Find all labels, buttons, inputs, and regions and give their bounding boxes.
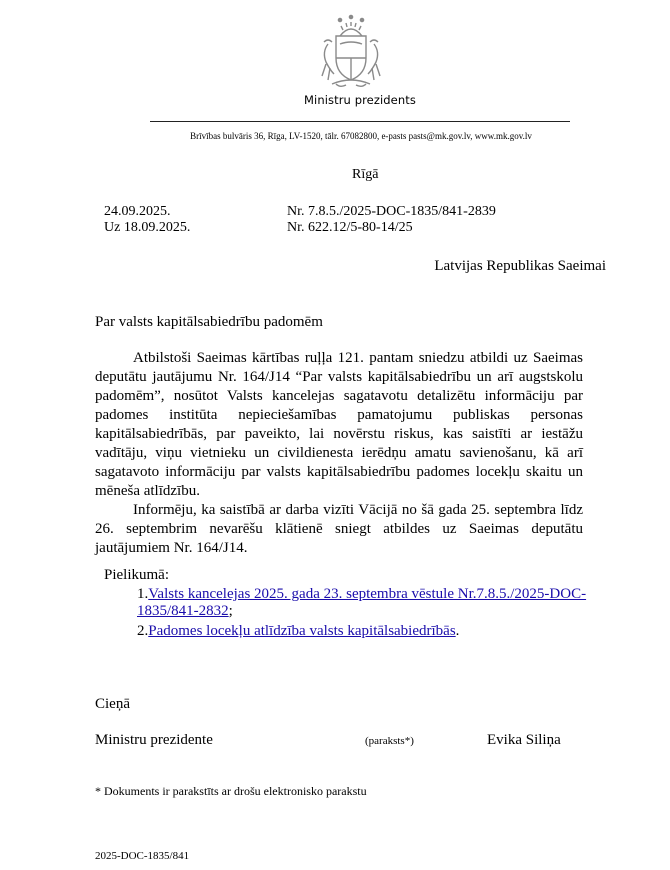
- body-paragraph: Informēju, ka saistībā ar darba vizīti Vācijā no šā gada 25. septembra līdz 26. septembrim nevarēšu klātienē sniegt atbildes uz Saeimas deputātu jautājumiem Nr. 164/J14.: [95, 502, 583, 556]
- header-address: Brīvības bulvāris 36, Rīga, LV-1520, tālr. 67082800, e-pasts pasts@mk.gov.lv, www.mk.gov.lv: [190, 131, 532, 141]
- signature-mark: (paraksts*): [365, 735, 414, 747]
- letter-number: Nr. 7.8.5./2025-DOC-1835/841-2839: [287, 204, 496, 219]
- body-paragraph: Atbilstoši Saeimas kārtības ruļļa 121. pantam sniedzu atbildi uz Saeimas deputātu jautājumu Nr. 164/J14 “Par valsts kapitālsabiedrību un arī augstskolu padomēm”, nosūtot Valsts kancelejas sagatavotu detalizētu informāciju par padomes institūta nepieciešamības pamatojumu publiskas personas kapitālsabiedrībās, par paveikto, lai novērstu riskus, kas saistīti ar iestāžu vadītāju, viņu vietnieku un civildienesta ierēdņu amatu savienošanu, kā arī sagatavoto informāciju par valsts kapitālsabiedrību padomes locekļu skaitu un mēneša atlīdzību.: [95, 350, 583, 499]
- coat-of-arms-icon: [316, 14, 386, 90]
- header-divider: [150, 121, 570, 122]
- attachment-suffix: .: [455, 623, 460, 639]
- letter-date: 24.09.2025.: [104, 204, 171, 219]
- letter-subject: Par valsts kapitālsabiedrību padomēm: [95, 314, 323, 330]
- attachments-title: Pielikumā:: [104, 567, 169, 583]
- recipient: Latvijas Republikas Saeimai: [434, 258, 606, 274]
- closing: Cieņā: [95, 696, 130, 712]
- attachment-link[interactable]: Valsts kancelejas 2025. gada 23. septembra vēstule Nr.7.8.5./2025-DOC-1835/841-2832: [137, 586, 587, 619]
- attachment-number: 2.: [137, 623, 149, 639]
- attachment-link[interactable]: Padomes locekļu atlīdzība valsts kapitālsabiedrībās: [148, 623, 456, 639]
- document-reference: 2025-DOC-1835/841: [95, 850, 190, 862]
- attachment-number: 1.: [137, 586, 149, 602]
- reply-to-number: Nr. 622.12/5-80-14/25: [287, 220, 413, 235]
- attachment-item: [137, 586, 587, 620]
- organization-name: Ministru prezidents: [304, 93, 416, 107]
- footnote: * Dokuments ir parakstīts ar drošu elektronisko parakstu: [95, 784, 367, 798]
- signer-title: Ministru prezidente: [95, 732, 213, 748]
- attachment-suffix: ;: [228, 603, 233, 619]
- letter-city: Rīgā: [352, 167, 379, 182]
- attachment-item: [137, 623, 587, 640]
- reply-to-date: Uz 18.09.2025.: [104, 220, 191, 235]
- signer-name: Evika Siliņa: [487, 732, 561, 748]
